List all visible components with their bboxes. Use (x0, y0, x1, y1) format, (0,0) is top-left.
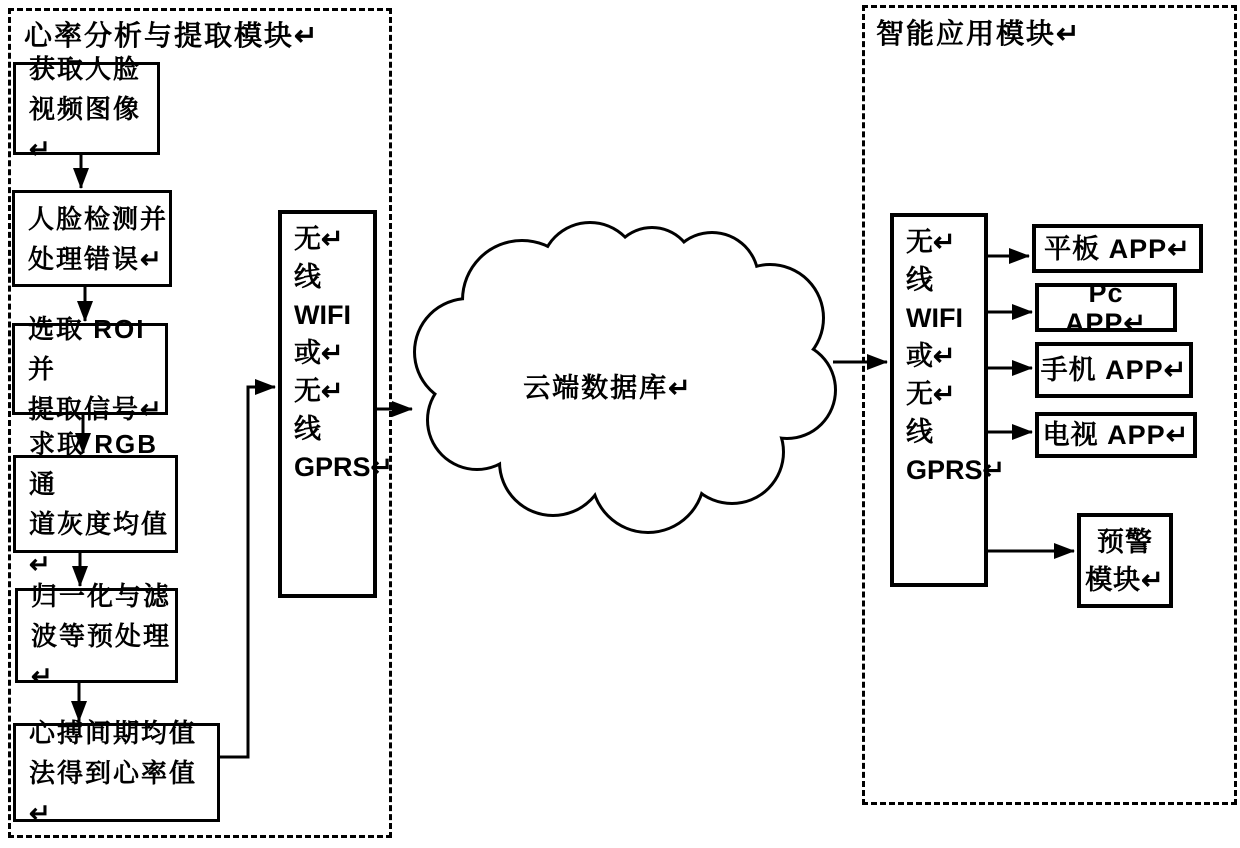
step-select-roi-extract-signal-label: 选取 ROI 并 提取信号↵ (28, 314, 164, 424)
step-heartbeat-interval-heart-rate (13, 717, 220, 828)
step-heartbeat-interval-heart-rate-label: 心搏间期均值 法得到心率值↵ (29, 717, 198, 828)
wireless-transport-right-label: 无↵ 线 WIFI 或↵ 无↵ 线 GPRS↵ (906, 227, 1006, 485)
step-face-detection-error-handling (12, 190, 172, 287)
smart-app-module-title: 智能应用模块↵ (876, 18, 1082, 49)
step-normalize-filter-preprocess-label: 归一化与滤 波等预处理↵ (31, 580, 172, 691)
arrow-step6-wireless-left (220, 387, 275, 757)
step-normalize-filter-preprocess (15, 580, 178, 691)
step-select-roi-extract-signal (12, 314, 168, 424)
app-phone-label: 手机 APP↵ (1040, 355, 1188, 385)
alert-module-label: 预警 模块↵ (1085, 526, 1165, 595)
app-tv-label: 电视 APP↵ (1042, 420, 1190, 450)
step-acquire-face-video-label: 获取人脸 视频图像↵ (29, 53, 142, 164)
step-rgb-channel-gray-mean (13, 429, 178, 579)
cloud-database-label: 云端数据库↵ (523, 373, 693, 403)
app-pc-box (1035, 277, 1177, 338)
app-pc-label: Pc APP↵ (1064, 277, 1150, 338)
heart-rate-module-title: 心率分析与提取模块↵ (24, 20, 320, 51)
wireless-transport-box-left (278, 210, 394, 598)
app-tablet-box (1032, 224, 1203, 273)
step-rgb-channel-gray-mean-label: 求取 RGB 通 道灰度均值↵ (29, 429, 170, 579)
app-phone-box (1035, 342, 1193, 398)
app-tablet-label: 平板 APP↵ (1044, 233, 1191, 264)
alert-module-box (1077, 513, 1173, 608)
app-tv-box (1035, 412, 1197, 458)
wireless-transport-left-label: 无↵ 线 WIFI 或↵ 无↵ 线 GPRS↵ (294, 224, 394, 482)
wireless-transport-box-right (890, 213, 1006, 587)
step-face-detection-error-handling-label: 人脸检测并 处理错误↵ (28, 203, 169, 274)
step-acquire-face-video (13, 53, 160, 164)
